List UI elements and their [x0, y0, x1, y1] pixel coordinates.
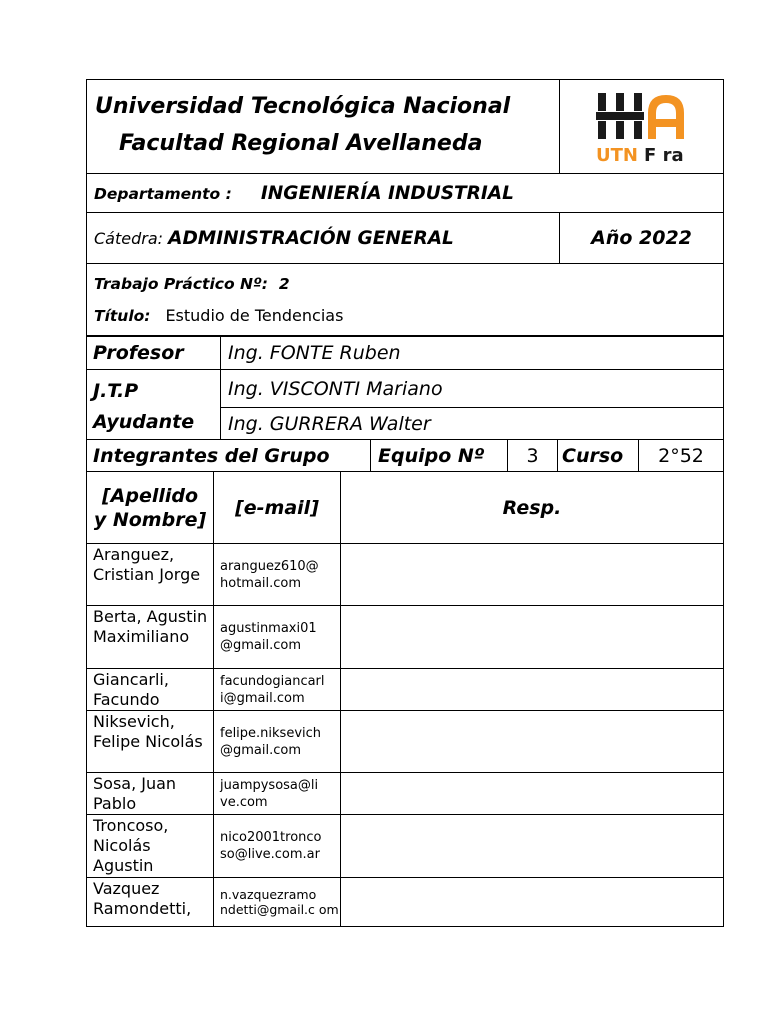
member-resp	[341, 606, 724, 669]
team-value: 3	[508, 440, 558, 472]
member-resp	[341, 544, 724, 606]
team-label: Equipo Nº	[371, 440, 508, 472]
col-header-email: [e-mail]	[214, 472, 341, 544]
course-value: 2°52	[639, 440, 724, 472]
ayudante-label: Ayudante	[93, 411, 195, 433]
logo-fra-text: F ra	[643, 144, 684, 165]
jtp-ayudante-label-cell	[87, 370, 221, 440]
ayudante-value: Ing. GURRERA Walter	[221, 408, 724, 440]
member-email: juampysosa@li ve.com	[214, 773, 341, 815]
year-cell: Año 2022	[560, 213, 724, 264]
staff-table	[86, 336, 724, 440]
assignment-cell	[87, 264, 724, 336]
member-resp	[341, 878, 724, 927]
chair-label: Cátedra:	[94, 228, 164, 248]
member-resp	[341, 773, 724, 815]
member-resp	[341, 711, 724, 773]
member-email: agustinmaxi01 @gmail.com	[214, 606, 341, 669]
assignment-label: Trabajo Práctico Nº:	[94, 274, 268, 293]
col-header-name: [Apellido y Nombre]	[87, 472, 214, 544]
member-resp	[341, 815, 724, 878]
jtp-label: J.T.P	[93, 380, 139, 402]
header-table	[86, 79, 724, 336]
table-row	[87, 815, 724, 878]
department-value: INGENIERÍA INDUSTRIAL	[260, 182, 514, 204]
assignment-line	[94, 275, 723, 293]
members-table	[86, 471, 724, 927]
utn-emblem-icon	[596, 93, 644, 139]
jtp-value: Ing. VISCONTI Mariano	[221, 370, 724, 408]
member-email: n.vazquezramo ndetti@gmail.c om	[214, 878, 341, 927]
logo-cell	[560, 80, 724, 174]
title-label: Título:	[94, 306, 151, 325]
faculty-name: Facultad Regional Avellaneda	[119, 130, 483, 156]
member-email: nico2001tronco so@live.com.ar	[214, 815, 341, 878]
chair-value: ADMINISTRACIÓN GENERAL	[168, 227, 454, 249]
department-label: Departamento :	[94, 184, 232, 203]
member-name: Aranguez, Cristian Jorge	[87, 544, 214, 606]
professor-label: Profesor	[87, 337, 221, 370]
member-resp	[341, 669, 724, 711]
institution-cell	[87, 80, 560, 174]
department-cell	[87, 174, 724, 213]
table-row	[87, 669, 724, 711]
fra-mark-icon	[648, 95, 684, 139]
member-email: felipe.niksevich @gmail.com	[214, 711, 341, 773]
member-name: Vazquez Ramondetti,	[87, 878, 214, 927]
table-row	[87, 773, 724, 815]
table-row	[87, 711, 724, 773]
logo-utn-text: UTN	[595, 144, 638, 165]
title-value: Estudio de Tendencias	[165, 305, 344, 325]
member-name: Troncoso, Nicolás Agustin	[87, 815, 214, 878]
group-table	[86, 439, 724, 472]
utn-logo	[594, 91, 690, 165]
chair-cell	[87, 213, 560, 264]
table-row	[87, 544, 724, 606]
course-label: Curso	[558, 440, 639, 472]
professor-value: Ing. FONTE Ruben	[221, 337, 724, 370]
col-header-resp: Resp.	[341, 472, 724, 544]
member-email: facundogiancarl i@gmail.com	[214, 669, 341, 711]
member-name: Giancarli, Facundo	[87, 669, 214, 711]
member-email: aranguez610@ hotmail.com	[214, 544, 341, 606]
table-row	[87, 606, 724, 669]
university-name: Universidad Tecnológica Nacional	[95, 93, 511, 119]
group-members-label: Integrantes del Grupo	[87, 440, 371, 472]
table-row	[87, 878, 724, 927]
member-name: Sosa, Juan Pablo	[87, 773, 214, 815]
assignment-number: 2	[278, 274, 290, 293]
title-line	[94, 306, 723, 325]
member-name: Berta, Agustin Maximiliano	[87, 606, 214, 669]
member-name: Niksevich, Felipe Nicolás	[87, 711, 214, 773]
